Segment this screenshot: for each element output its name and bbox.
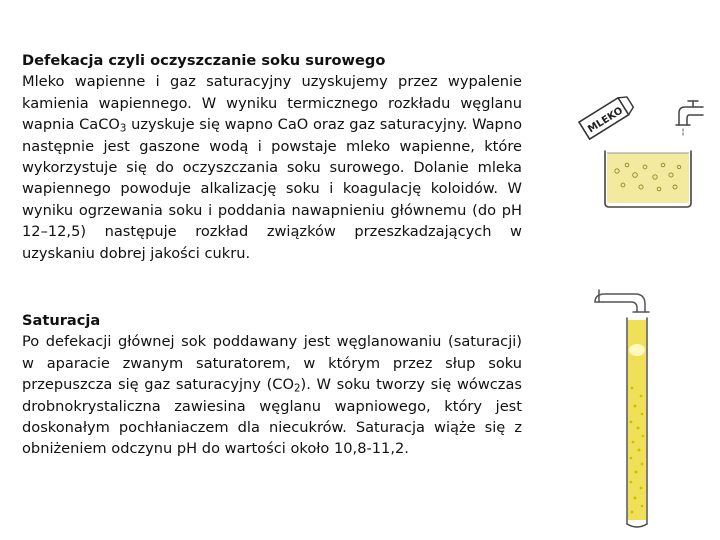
carton-label: MLEKO xyxy=(586,105,626,136)
defekacja-illustration xyxy=(575,95,705,225)
chem-formula-caco3 xyxy=(79,116,126,133)
section-heading-saturacja: Saturacja xyxy=(22,312,101,329)
pipe-icon xyxy=(595,290,649,312)
paragraph-text: ). W soku tworzy się wówczas drobnokrystaliczna zawiesina węglanu wapniowego, który jest doskonałym pochłaniaczem dla niecukrów. Saturacja wiąże się z obniżeniem odczynu pH do wartości około 10,8-11,2. xyxy=(22,376,522,458)
section-saturacja xyxy=(22,310,522,460)
faucet-icon xyxy=(676,101,703,137)
chem-subscript: 3 xyxy=(119,123,127,135)
chem-base: CO xyxy=(272,376,294,394)
saturacja-illustration xyxy=(575,288,705,533)
milk-carton-icon xyxy=(579,95,635,139)
paragraph-text: uzyskuje się wapno CaO oraz gaz saturacyjny. Wapno następnie jest gaszone wodą i powstaje mleko wapienne, które wykorzystuje się do oczyszczania soku surowego. Dolanie mleka wapiennego powoduje alkalizację soku i koagulację koloidów. W wyniku ogrzewania soku i poddania nawapnieniu głównemu (do pH 12–12,5) następuje rozkład związków przeszkadzających w uzyskaniu dobrej jakości cukru. xyxy=(22,116,522,262)
column-highlight xyxy=(629,344,645,356)
paragraph-text: Mleko wapienne i gaz saturacyjny uzyskujemy przez wypalenie kamienia wapiennego. W wyniku termicznego rozkładu węglanu wapnia xyxy=(22,73,522,134)
section-paragraph-saturacja xyxy=(22,331,522,459)
section-heading-defekacja: Defekacja czyli oczyszczanie soku surowego xyxy=(22,52,386,69)
chem-base: CaCO xyxy=(79,116,120,134)
section-paragraph-defekacja xyxy=(22,71,522,264)
juice-fill xyxy=(607,153,689,203)
paragraph-text: Po defekacji głównej sok poddawany jest węglanowaniu (saturacji) w aparacie zwanym saturatorem, w którym przez słup soku przepuszcza się gaz saturacyjny ( xyxy=(22,333,522,394)
chem-subscript: 2 xyxy=(293,383,301,395)
chem-formula-co2 xyxy=(272,376,300,393)
section-defekacja xyxy=(22,50,522,264)
